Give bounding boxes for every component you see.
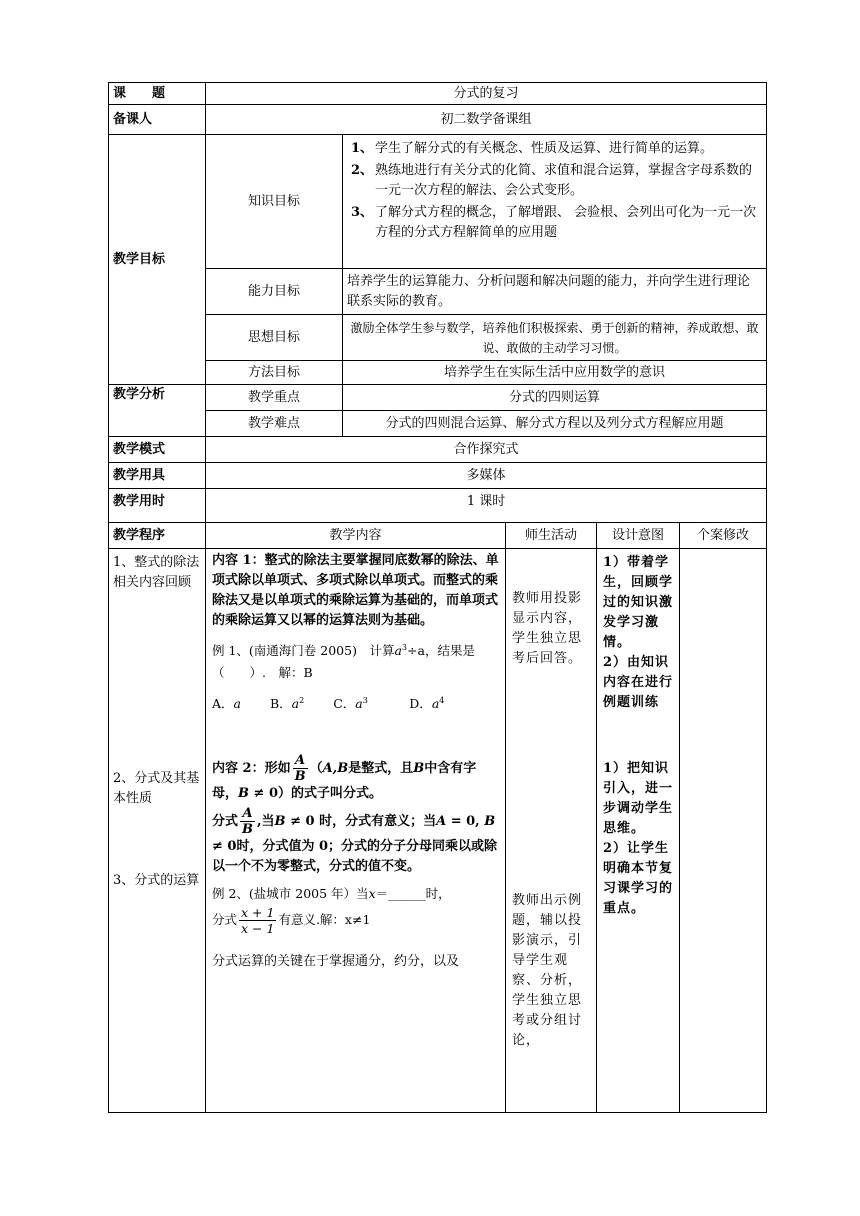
method-goal-label: 方法目标 [206,361,343,385]
knowledge-goal-item: 1、 学生了解分式的有关概念、性质及运算、进行简单的运算。 [351,141,714,156]
section-1-title: 1、整式的除法相关内容回顾 [113,555,200,590]
knowledge-goal-label: 知识目标 [206,135,343,269]
section-3-title: 3、分式的运算 [113,873,200,888]
example-1-options: A．a B．$a^2$ C．$a^3$ D．$a^4$ [212,696,445,712]
mode-value: 合作探究式 [206,437,767,463]
content-1-text: 内容 1：整式的除法主要掌握同底数幂的除法、单项式除以单项式、多项式除以单项式。而整式的乘除法又是以单项式的乘除运算为基础的，而单项式的乘除运算又以幂的运算法则为基础。 [212,553,499,628]
revise-column [680,549,767,1113]
objectives-label: 教学目标 [109,135,206,385]
difficulty-label: 教学难点 [206,411,343,437]
activity-1-text: 教师用投影显示内容，学生独立思考后回答。 [512,591,583,666]
knowledge-goal-item: 2、 熟练地进行有关分式的化简、求值和混合运算，掌握含字母系数的一元一次方程的解法、会公式变形。 [351,163,753,198]
example-2: 例 2、(盐城市 2005 年）当x＝______时， 分式 $\frac{x + 1}{x - 1}$ 有意义.解：x≠1 [212,886,451,937]
activity-2-text: 教师出示例题，辅以投影演示，引导学生观察、分析，学生独立思考或分组讨论， [512,893,583,1048]
intent-1-text: 1）带着学生，回顾学过的知识激发学习激情。 2）由知识内容在进行例题训练 [603,555,674,710]
teaching-content [206,549,506,1113]
activity-column [506,549,597,1113]
knowledge-goal-list [343,135,767,269]
preparer-label: 备课人 [109,105,206,135]
method-goal-text: 培养学生在实际生活中应用数学的意识 [343,361,767,385]
preparer-value: 初二数学备课组 [206,105,767,135]
col-intent-header: 设计意图 [597,523,680,549]
key-point-value: 分式的四则运算 [343,385,767,411]
analysis-label: 教学分析 [109,385,206,437]
hours-label: 教学用时 [109,489,206,523]
tools-value: 多媒体 [206,463,767,489]
knowledge-goal-item: 3、 了解分式方程的概念，了解增跟、 会验根、会列出可化为一元一次方程的分式方程解简单的应用题 [351,205,757,240]
procedure-label: 教学程序 [109,523,206,549]
section-column [109,549,206,1113]
col-revise-header: 个案修改 [680,523,767,549]
content-3-text: 分式运算的关键在于掌握通分，约分，以及 [212,954,460,970]
thought-goal-label: 思想目标 [206,315,343,361]
key-point-label: 教学重点 [206,385,343,411]
tools-label: 教学用具 [109,463,206,489]
mode-label: 教学模式 [109,437,206,463]
example-1: 例 1、(南通海门卷 2005) 计算$a^3\div a$，结果是（ ）. 解：B [212,643,475,681]
fraction-meaning-text: 分式 $\frac{A}{B}$ ,当B ≠ 0 时，分式有意义；当A = 0, B ≠ 0时，分式值为 0；分式的分子分母同乘以或除以一个不为零整式，分式的值不变。 [212,806,498,875]
topic-label: 课 题 [109,83,206,105]
thought-goal-text: 激励全体学生参与数学，培养他们积极探索、勇于创新的精神，养成敢想、敢说、敢做的主动学习习惯。 [343,315,767,361]
col-content-header: 教学内容 [206,523,506,549]
ability-goal-text: 培养学生的运算能力、分析问题和解决问题的能力，并向学生进行理论联系实际的教育。 [343,269,767,315]
topic-value: 分式的复习 [206,83,767,105]
content-2-text: 内容 2：形如 $\frac{A}{B}$ （A,B是整式，且B中含有字母，B ≠ 0）的式子叫分式。 [212,753,477,802]
hours-value: 1 课时 [206,489,767,523]
lesson-plan-table [108,82,767,1113]
col-activity-header: 师生活动 [506,523,597,549]
difficulty-value: 分式的四则混合运算、解分式方程以及列分式方程解应用题 [343,411,767,437]
ability-goal-label: 能力目标 [206,269,343,315]
intent-column [597,549,680,1113]
intent-2-text: 1）把知识引入，进一步调动学生思维。 2）让学生明确本节复习课学习的重点。 [603,761,674,916]
section-2-title: 2、分式及其基本性质 [113,771,200,806]
